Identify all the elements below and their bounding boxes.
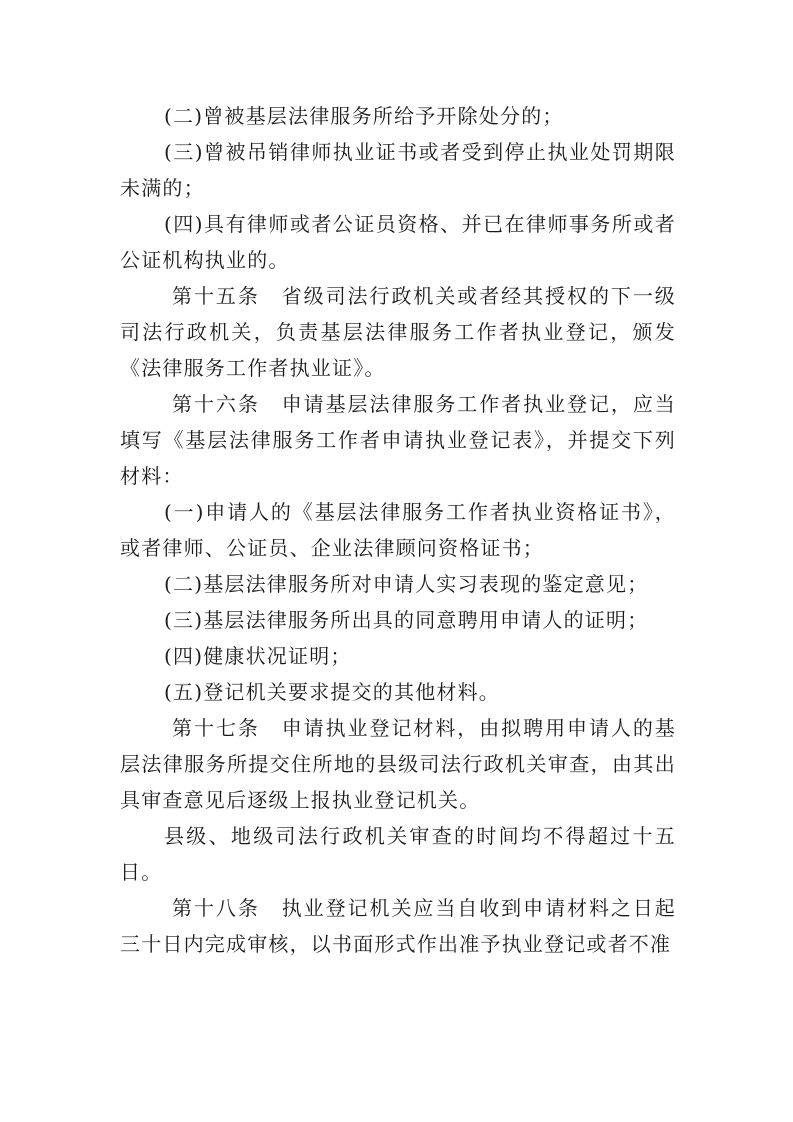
material-item-3: (三)基层法律服务所出具的同意聘用申请人的证明；: [164, 608, 649, 632]
paragraph-item-4: (四)具有律师或者公证员资格、并已在律师事务所或者公证机构执业的。: [120, 212, 676, 272]
article-17: 第十七条 申请执业登记材料，由拟聘用申请人的基层法律服务所提交住所地的县级司法行政机关审查，由其出具审查意见后逐级上报执业登记机关。: [120, 716, 676, 812]
article-18: 第十八条 执业登记机关应当自收到申请材料之日起三十日内完成审核，以书面形式作出准予执业登记或者不准: [120, 896, 676, 956]
article-17-review-period: 县级、地级司法行政机关审查的时间均不得超过十五日。: [120, 824, 676, 884]
paragraph-item-3: (三)曾被吊销律师执业证书或者受到停止执业处罚期限未满的；: [120, 140, 676, 200]
paragraph-item-2: (二)曾被基层法律服务所给予开除处分的；: [164, 104, 564, 128]
material-item-1: (一)申请人的《基层法律服务工作者执业资格证书》，或者律师、公证员、企业法律顾问资格证书；: [120, 500, 676, 560]
article-15: 第十五条 省级司法行政机关或者经其授权的下一级司法行政机关，负责基层法律服务工作者执业登记，颁发《法律服务工作者执业证》。: [120, 284, 676, 380]
article-16: 第十六条 申请基层法律服务工作者执业登记，应当填写《基层法律服务工作者申请执业登记表》，并提交下列材料：: [120, 392, 676, 488]
document-body: [120, 98, 676, 962]
material-item-2: (二)基层法律服务所对申请人实习表现的鉴定意见；: [164, 572, 649, 596]
material-item-5: (五)登记机关要求提交的其他材料。: [164, 680, 501, 704]
material-item-4: (四)健康状况证明；: [164, 644, 352, 668]
